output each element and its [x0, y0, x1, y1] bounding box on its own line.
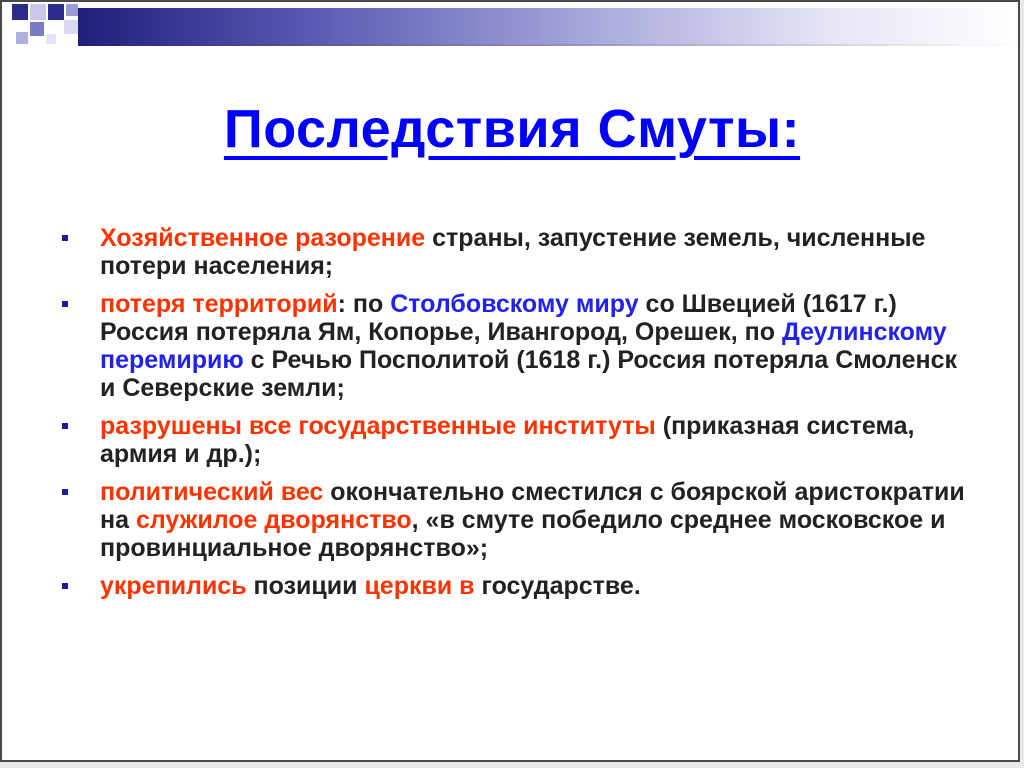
bullet-item: [62, 572, 972, 600]
bullet-text-segment: , «в смуте победило среднее московское и провинциальное дворянство»;: [100, 506, 946, 562]
bullet-text-segment: Деулинскому перемирию: [100, 318, 947, 374]
bullet-text-segment: со Швецией (1617 г.) Россия потеряла Ям, Копорье, Ивангород, Орешек, по: [100, 290, 897, 346]
bullet-square-icon: [62, 235, 68, 241]
header-gradient-bar: [78, 8, 1020, 44]
bullet-item: [62, 412, 972, 468]
deco-square: [12, 4, 28, 20]
bullet-text-segment: потеря территорий: [100, 290, 338, 318]
bullet-item: [62, 478, 972, 562]
bullet-text-segment: : по: [337, 290, 391, 318]
bullet-text-segment: государстве: [474, 572, 634, 600]
bullet-text-segment: церкви в: [364, 572, 475, 600]
bullet-text-segment: политический вес: [100, 478, 324, 506]
deco-square: [16, 32, 28, 44]
bullet-item: [62, 290, 972, 402]
deco-square: [30, 22, 44, 36]
header-line: [78, 44, 1020, 46]
bullet-text-segment: .: [633, 572, 641, 600]
deco-square: [30, 4, 46, 20]
deco-square: [66, 4, 78, 16]
bullet-text-segment: позиции: [246, 572, 365, 600]
deco-square: [48, 4, 64, 20]
bullet-text-segment: окончательно сместился с боярской аристократии на: [100, 478, 965, 534]
bullet-text-segment: Столбовскому миру: [390, 290, 639, 318]
deco-square: [64, 20, 78, 34]
bullet-text-segment: Хозяйственное разорение: [100, 224, 426, 252]
bullet-square-icon: [62, 489, 68, 495]
bullet-text-segment: (приказная система, армия и др.);: [100, 412, 915, 468]
bullet-text-segment: с Речью Посполитой (1618 г.) Россия потеряла Смоленск и Северские земли;: [100, 346, 958, 402]
bullet-text-segment: страны, запустение земель, численные потери населения;: [100, 224, 926, 280]
slide-title: Последствия Смуты:: [223, 99, 801, 159]
bullet-item: [62, 224, 972, 280]
deco-square: [46, 34, 56, 44]
bullet-square-icon: [62, 583, 68, 589]
decorative-header-squares: [2, 2, 1020, 52]
bullet-text-segment: укрепились: [100, 572, 247, 600]
bullet-list: [62, 224, 972, 610]
bullet-square-icon: [62, 423, 68, 429]
bullet-text-segment: разрушены все государственные институты: [100, 412, 656, 440]
bullet-square-icon: [62, 301, 68, 307]
bullet-text-segment: служилое дворянство: [135, 506, 412, 534]
